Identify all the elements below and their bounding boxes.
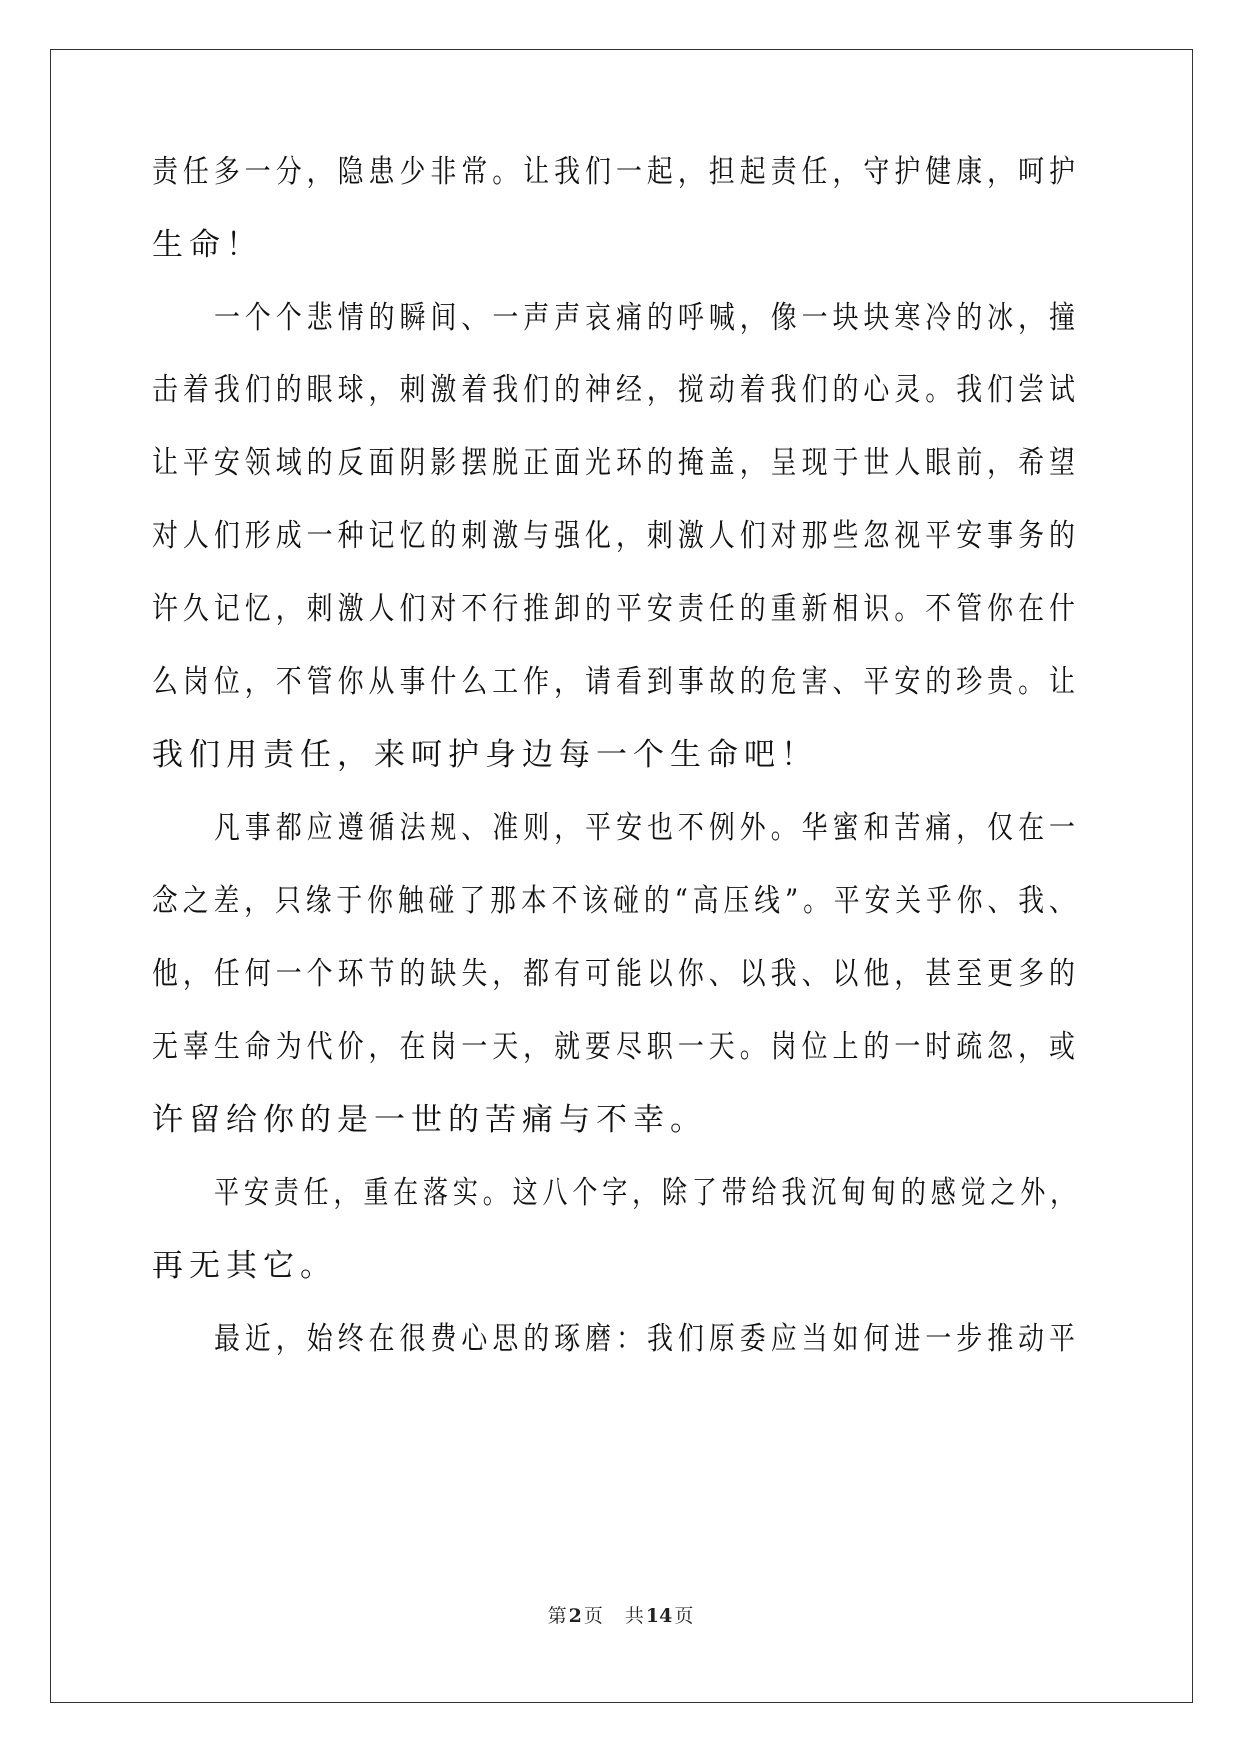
page-footer bbox=[0, 1604, 1241, 1628]
page-unit: 页 bbox=[583, 1605, 603, 1627]
paragraph-line: 击着我们的眼球，刺激着我们的神经，搅动着我们的心灵。我们尝试 bbox=[152, 372, 1080, 408]
paragraph-line: 我们用责任，来呵护身边每一个生命吧！ bbox=[152, 737, 818, 773]
paragraph-line: 么岗位，不管你从事什么工作，请看到事故的危害、平安的珍贵。让 bbox=[152, 664, 1080, 700]
paragraph-line: 他，任何一个环节的缺失，都有可能以你、以我、以他，甚至更多的 bbox=[152, 956, 1080, 992]
paragraph-line: 平安责任，重在落实。这八个字，除了带给我沉甸甸的感觉之外， bbox=[214, 1175, 1081, 1211]
page-number: 2 bbox=[568, 1605, 582, 1627]
total-pages: 14 bbox=[645, 1605, 673, 1627]
total-prefix: 共 bbox=[624, 1605, 644, 1627]
paragraph-line: 再无其它。 bbox=[152, 1248, 337, 1284]
paragraph-line: 许久记忆，刺激人们对不行推卸的平安责任的重新相识。不管你在什 bbox=[152, 591, 1080, 627]
paragraph-line: 许留给你的是一世的苦痛与不幸。 bbox=[152, 1102, 707, 1138]
paragraph-line: 生命！ bbox=[152, 227, 263, 263]
paragraph-line: 责任多一分，隐患少非常。让我们一起，担起责任，守护健康，呵护 bbox=[152, 154, 1080, 190]
paragraph-line: 无辜生命为代价，在岗一天，就要尽职一天。岗位上的一时疏忽，或 bbox=[152, 1029, 1080, 1065]
paragraph-line: 最近，始终在很费心思的琢磨：我们原委应当如何进一步推动平 bbox=[214, 1321, 1080, 1357]
page-border bbox=[50, 49, 1193, 1703]
paragraph-line: 对人们形成一种记忆的刺激与强化，刺激人们对那些忽视平安事务的 bbox=[152, 518, 1080, 554]
paragraph-line: 凡事都应遵循法规、准则，平安也不例外。华蜜和苦痛，仅在一 bbox=[214, 810, 1080, 846]
paragraph-line: 念之差，只缘于你触碰了那本不该碰的“高压线”。平安关乎你、我、 bbox=[152, 883, 1080, 919]
paragraph-line: 让平安领域的反面阴影摆脱正面光环的掩盖，呈现于世人眼前，希望 bbox=[152, 445, 1080, 481]
paragraph-line: 一个个悲情的瞬间、一声声哀痛的呼喊，像一块块寒冷的冰，撞 bbox=[214, 300, 1080, 336]
total-unit: 页 bbox=[674, 1605, 694, 1627]
page-prefix: 第 bbox=[547, 1605, 567, 1627]
